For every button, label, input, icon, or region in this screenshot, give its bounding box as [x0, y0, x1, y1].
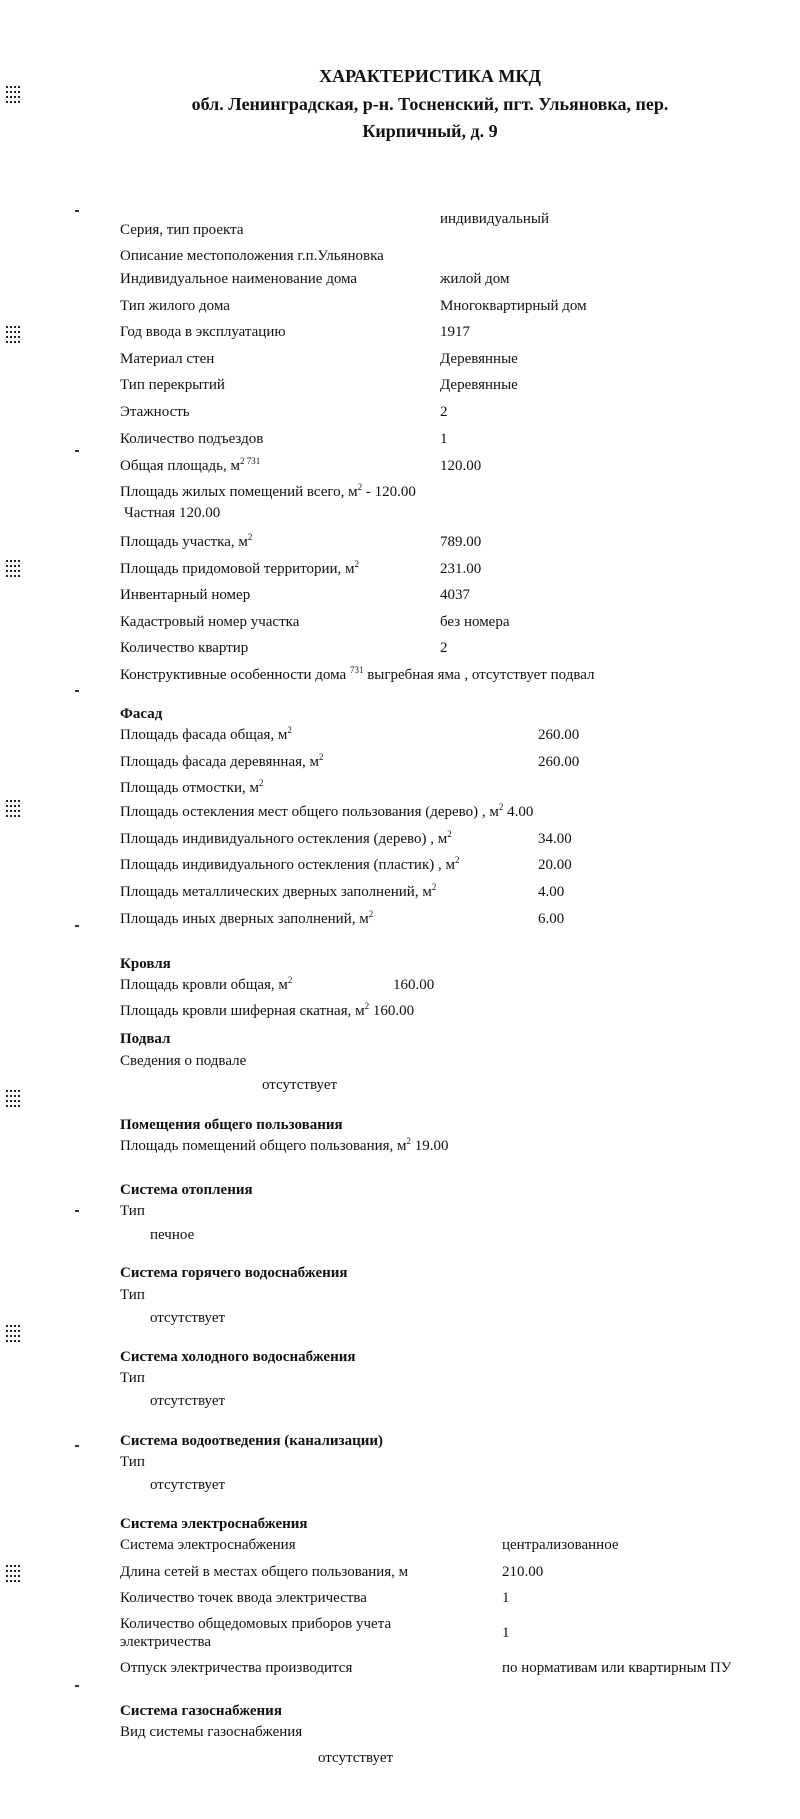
- power-heading: Система электроснабжения: [120, 1516, 308, 1532]
- cold-water-type-label: Тип: [120, 1370, 145, 1386]
- sewage-heading: Система водоотведения (канализации): [120, 1433, 383, 1449]
- scan-mark: [6, 326, 20, 348]
- glazing-ind-plastic-value: 20.00: [538, 857, 572, 873]
- name-label: Индивидуальное наименование дома: [120, 271, 358, 287]
- scan-dot: [75, 1210, 79, 1212]
- year-label: Год ввода в эксплуатацию: [120, 324, 286, 340]
- cadastral-label: Кадастровый номер участка: [120, 614, 300, 630]
- blind-area-label: Площадь отмостки, $м^2$: [120, 778, 264, 796]
- facade-heading: Фасад: [120, 706, 163, 722]
- plot-area-value: 789.00: [440, 534, 482, 550]
- apartments-value: 2: [440, 640, 448, 656]
- series-label: Серия, тип проекта: [120, 222, 244, 238]
- power-supply-label: Отпуск электричества производится: [120, 1660, 353, 1676]
- features-label: Конструктивные особенности дома $^{731}$ выгребная яма , отсутствует подвал: [120, 665, 595, 683]
- entrances-label: Количество подъездов: [120, 431, 264, 447]
- power-length-value: 210.00: [502, 1564, 544, 1580]
- cold-water-heading: Система холодного водоснабжения: [120, 1349, 356, 1365]
- metal-doors-label: Площадь металлических дверных заполнений, $м^2$: [120, 882, 437, 900]
- other-doors-label: Площадь иных дверных заполнений, $м^2$: [120, 909, 374, 927]
- sewage-type-label: Тип: [120, 1454, 145, 1470]
- doc-address: обл. Ленинградская, р-н. Тосненский, пгт. Ульяновка, пер.: [191, 94, 669, 114]
- scan-dot: [75, 210, 79, 212]
- hot-water-heading: Система горячего водоснабжения: [120, 1265, 348, 1281]
- facade-wood-label: Площадь фасада деревянная, $м^2$: [120, 752, 324, 770]
- gas-heading: Система газоснабжения: [120, 1703, 282, 1719]
- glazing-ind-wood-value: 34.00: [538, 831, 572, 847]
- walls-value: Деревянные: [440, 351, 518, 367]
- floors-type-label: Тип перекрытий: [120, 377, 225, 393]
- basement-info-label: Сведения о подвале: [120, 1053, 247, 1069]
- name-value: жилой дом: [440, 271, 510, 287]
- glazing-ind-wood-label: Площадь индивидуального остекления (дерево) , $м^2$: [120, 829, 452, 847]
- entrances-value: 1: [440, 431, 448, 447]
- storeys-label: Этажность: [120, 404, 190, 420]
- inventory-label: Инвентарный номер: [120, 587, 251, 603]
- scan-dot: [75, 690, 79, 692]
- house-type-label: Тип жилого дома: [120, 298, 230, 314]
- power-meters-value: 1: [502, 1625, 510, 1641]
- location-label: Описание местоположения г.п.Ульяновка: [120, 248, 384, 264]
- cold-water-type-value: отсутствует: [150, 1393, 226, 1409]
- other-doors-value: 6.00: [538, 911, 565, 927]
- scan-mark: [6, 1565, 20, 1587]
- glazing-ind-plastic-label: Площадь индивидуального остекления (пластик) , $м^2$: [120, 855, 460, 873]
- scan-dot: [75, 1445, 79, 1447]
- sewage-type-value: отсутствует: [150, 1477, 226, 1493]
- basement-heading: Подвал: [120, 1031, 171, 1047]
- inventory-value: 4037: [440, 587, 470, 603]
- storeys-value: 2: [440, 404, 448, 420]
- power-inputs-value: 1: [502, 1590, 510, 1606]
- facade-total-label: Площадь фасада общая, $м^2$: [120, 725, 292, 743]
- facade-wood-value: 260.00: [538, 754, 580, 770]
- metal-doors-value: 4.00: [538, 884, 565, 900]
- power-length-label: Длина сетей в местах общего пользования, м: [120, 1564, 409, 1580]
- power-system-label: Система электроснабжения: [120, 1537, 296, 1553]
- heating-type-label: Тип: [120, 1203, 145, 1219]
- power-meters-label: Количество общедомовых приборов учета: [120, 1616, 392, 1632]
- apartments-label: Количество квартир: [120, 640, 249, 656]
- private-label: Частная 120.00: [124, 505, 221, 521]
- scan-dot: [75, 450, 79, 452]
- gas-type-label: Вид системы газоснабжения: [120, 1724, 303, 1740]
- year-value: 1917: [440, 324, 470, 340]
- power-system-value: централизованное: [502, 1537, 619, 1553]
- scan-mark: [6, 1090, 20, 1112]
- adjacent-area-label: Площадь придомовой территории, $м^2$: [120, 559, 360, 577]
- walls-label: Материал стен: [120, 351, 215, 367]
- living-area-label: Площадь жилых помещений всего, $м^2 - 120.00$: [120, 482, 416, 500]
- scan-dot: [75, 1685, 79, 1687]
- hot-water-type-label: Тип: [120, 1287, 145, 1303]
- power-inputs-label: Количество точек ввода электричества: [120, 1590, 367, 1606]
- gas-type-value: отсутствует: [318, 1750, 394, 1766]
- doc-title: ХАРАКТЕРИСТИКА МКД: [319, 66, 541, 86]
- roof-slate-label: Площадь кровли шиферная скатная, $м^2$ 160.00: [120, 1001, 415, 1019]
- series-value: индивидуальный: [440, 211, 550, 227]
- cadastral-value: без номера: [440, 614, 510, 630]
- power-meters-label-2: электричества: [120, 1634, 211, 1650]
- house-type-value: Многоквартирный дом: [440, 298, 587, 314]
- basement-info-value: отсутствует: [262, 1077, 338, 1093]
- total-area-label: Общая площадь, $м^{2 731}$: [120, 456, 261, 474]
- facade-total-value: 260.00: [538, 727, 580, 743]
- adjacent-area-value: 231.00: [440, 561, 482, 577]
- total-area-value: 120.00: [440, 458, 482, 474]
- roof-heading: Кровля: [120, 956, 171, 972]
- hot-water-type-value: отсутствует: [150, 1310, 226, 1326]
- scan-mark: [6, 560, 20, 582]
- heating-heading: Система отопления: [120, 1182, 253, 1198]
- roof-total-value: 160.00: [393, 977, 435, 993]
- power-supply-value: по нормативам или квартирным ПУ: [502, 1660, 732, 1676]
- plot-area-label: Площадь участка, $м^2$: [120, 532, 253, 550]
- doc-address-line2: Кирпичный, д. 9: [362, 121, 498, 141]
- heating-type-value: печное: [150, 1227, 195, 1243]
- scan-mark: [6, 800, 20, 822]
- common-area-label: Площадь помещений общего пользования, $м^2$ 19.00: [120, 1136, 449, 1154]
- glazing-common-label: Площадь остекления мест общего пользования (дерево) , $м^2$ 4.00: [120, 802, 534, 820]
- scan-dot: [75, 925, 79, 927]
- common-heading: Помещения общего пользования: [120, 1117, 343, 1133]
- roof-total-label: Площадь кровли общая, $м^2$: [120, 975, 293, 993]
- floors-type-value: Деревянные: [440, 377, 518, 393]
- scan-mark: [6, 1325, 20, 1347]
